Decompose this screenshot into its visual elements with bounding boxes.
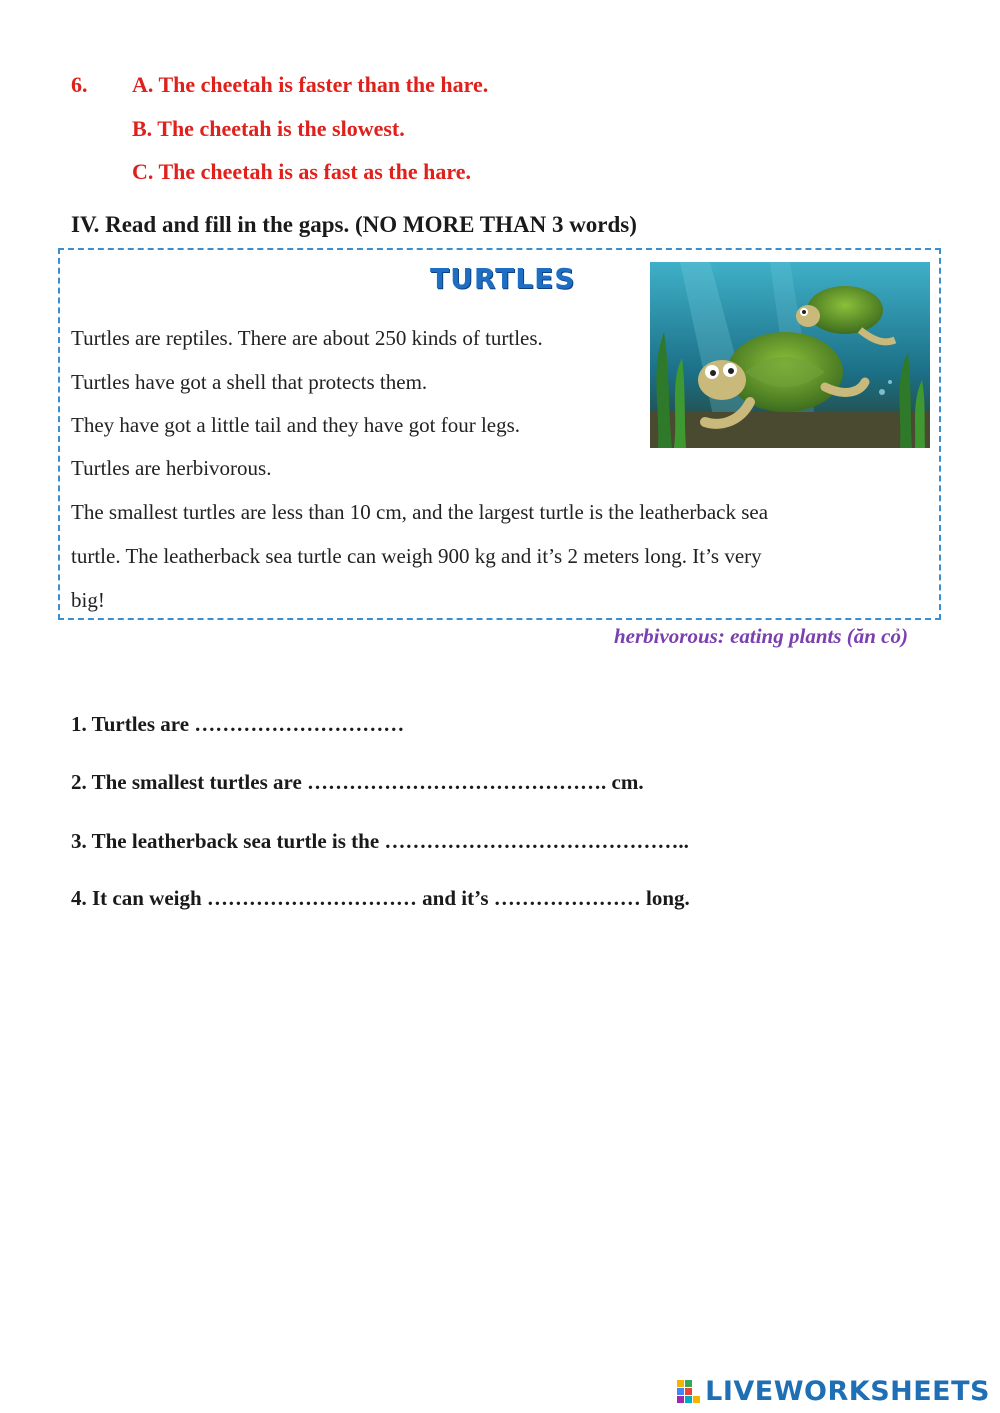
liveworksheets-logo-text: LIVEWORKSHEETS: [705, 1376, 990, 1407]
reading-line-6: turtle. The leatherback sea turtle can weigh 900 kg and it’s 2 meters long. It’s very: [71, 544, 762, 568]
reading-line-3: They have got a little tail and they have got four legs.: [71, 413, 521, 437]
reading-title: TURTLES: [430, 262, 576, 295]
liveworksheets-logo: [677, 1376, 990, 1407]
reading-line-1: Turtles are reptiles. There are about 250 kinds of turtles.: [71, 326, 543, 350]
question-6-option-a: A. The cheetah is faster than the hare.: [132, 72, 489, 97]
sea-turtles-illustration-icon: [650, 262, 930, 448]
question-4[interactable]: 4. It can weigh ………………………… and it’s ………………… long.: [71, 886, 690, 910]
question-6-option-c: C. The cheetah is as fast as the hare.: [132, 159, 471, 184]
reading-line-2: Turtles have got a shell that protects them.: [71, 370, 428, 394]
question-1[interactable]: 1. Turtles are …………………………: [71, 712, 405, 736]
reading-line-7: big!: [71, 588, 105, 612]
question-6-option-b: B. The cheetah is the slowest.: [132, 116, 405, 141]
reading-line-4: Turtles are herbivorous.: [71, 456, 272, 480]
reading-line-5: The smallest turtles are less than 10 cm, and the largest turtle is the leatherback sea: [71, 500, 769, 524]
section-title: IV. Read and fill in the gaps. (NO MORE THAN 3 words): [71, 212, 637, 237]
question-6-number: 6.: [71, 72, 88, 97]
glossary-note: herbivorous: eating plants (ăn cỏ): [613, 624, 908, 648]
question-3[interactable]: 3. The leatherback sea turtle is the ……………………………………..: [71, 829, 689, 853]
question-2[interactable]: 2. The smallest turtles are ……………………………………. cm.: [71, 770, 644, 794]
liveworksheets-logo-icon: [677, 1378, 701, 1406]
